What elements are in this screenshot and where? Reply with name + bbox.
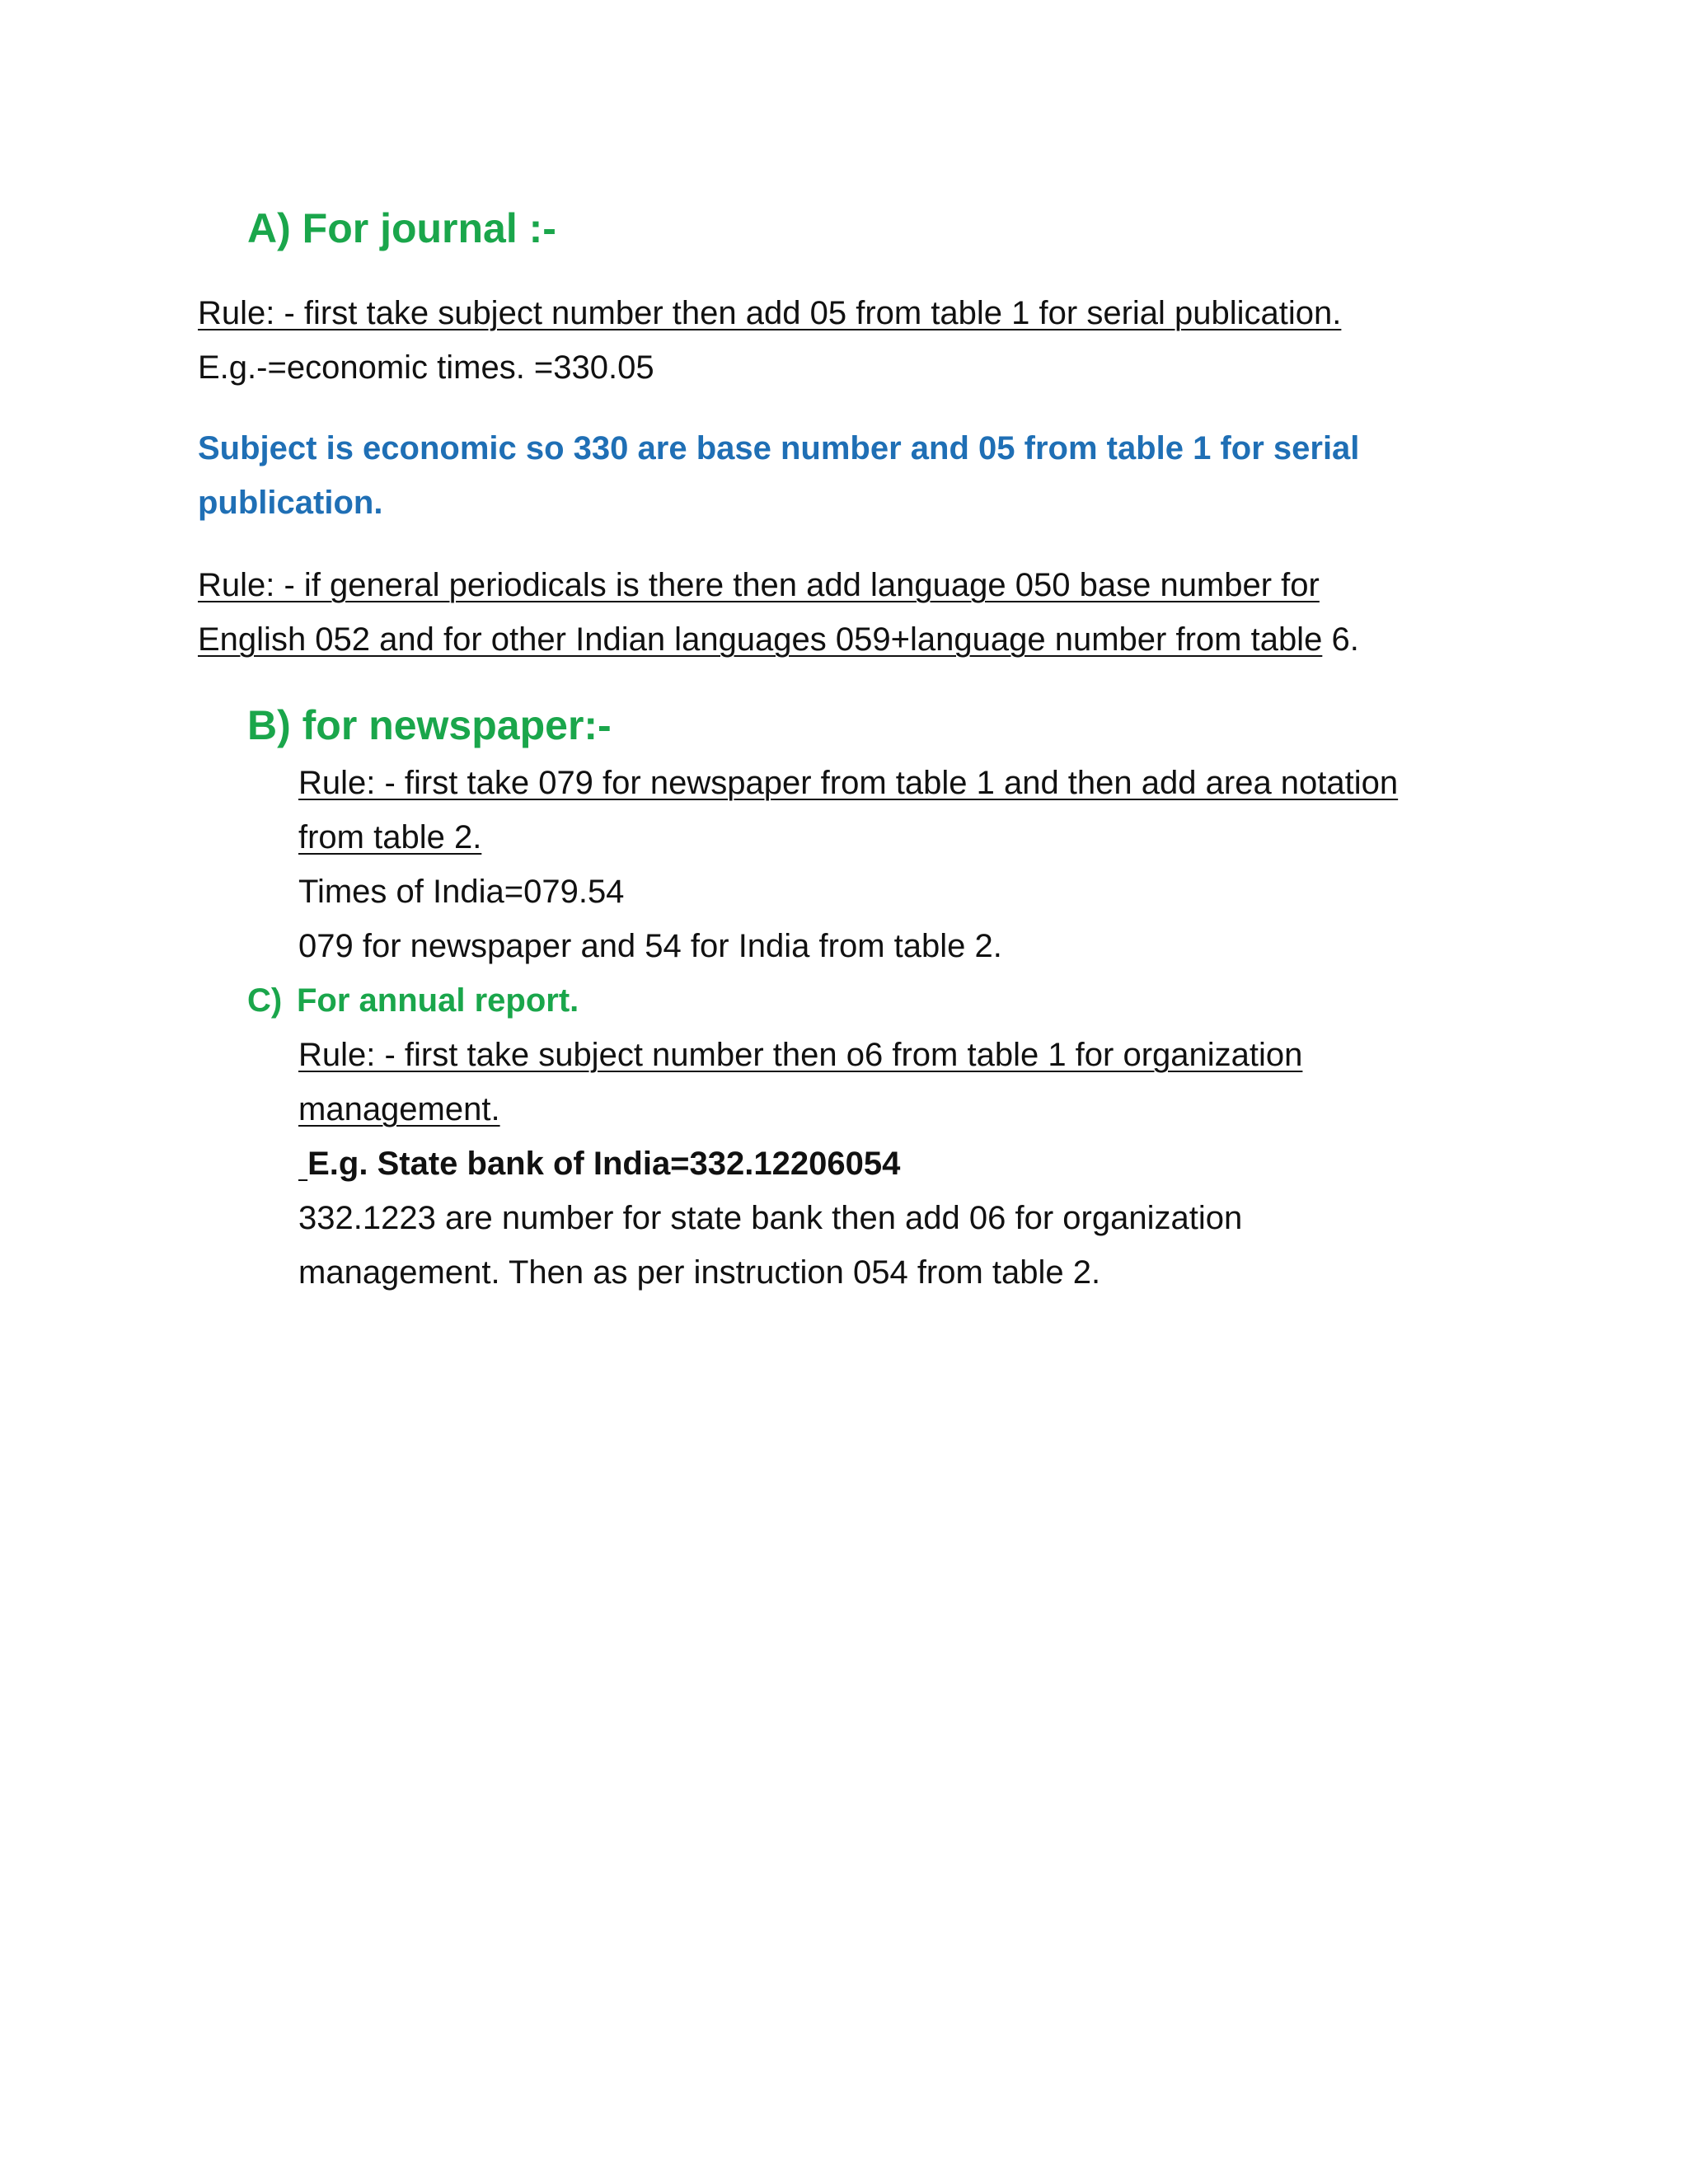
- annual-report-explanation-line-2: management. Then as per instruction 054 from table 2.: [298, 1254, 1101, 1291]
- journal-note-line-1: Subject is economic so 330 are base number and 05 from table 1 for serial: [198, 430, 1360, 466]
- annual-report-marker: C): [247, 982, 283, 1019]
- newspaper-heading: B) for newspaper:-: [247, 702, 612, 748]
- journal-rule-2-line-2-wrap: [198, 616, 1359, 663]
- newspaper-rule-line-1: Rule: - first take 079 for newspaper from table 1 and then add area notation: [298, 765, 1399, 801]
- annual-report-heading: For annual report.: [297, 982, 579, 1019]
- newspaper-rule-line-2: from table 2.: [298, 819, 482, 855]
- newspaper-explanation: 079 for newspaper and 54 for India from table 2.: [298, 928, 1002, 964]
- annual-report-heading-wrap: [247, 977, 579, 1024]
- annual-report-example-marker: ​: [298, 1146, 308, 1182]
- journal-example: E.g.-=economic times. =330.05: [198, 349, 654, 386]
- annual-report-explanation-line-1: 332.1223 are number for state bank then add 06 for organization: [298, 1200, 1243, 1236]
- annual-report-example: E.g. State bank of India=332.12206054: [307, 1146, 901, 1182]
- annual-report-rule-line-2: management.: [298, 1091, 500, 1127]
- journal-rule-1: Rule: - first take subject number then add 05 from table 1 for serial publication.: [198, 295, 1342, 331]
- journal-note-line-2: publication.: [198, 485, 383, 521]
- journal-rule-2-line-2: English 052 and for other Indian languages 059+language number from table: [198, 621, 1323, 658]
- annual-report-example-wrap: [298, 1141, 900, 1187]
- newspaper-example: Times of India=079.54: [298, 874, 625, 910]
- journal-rule-2-line-2-tail: 6.: [1322, 621, 1359, 658]
- annual-report-rule-line-1: Rule: - first take subject number then o6 from table 1 for organization: [298, 1037, 1303, 1073]
- journal-heading: A) For journal :-: [247, 205, 556, 251]
- journal-rule-2-line-1: Rule: - if general periodicals is there then add language 050 base number for: [198, 567, 1320, 603]
